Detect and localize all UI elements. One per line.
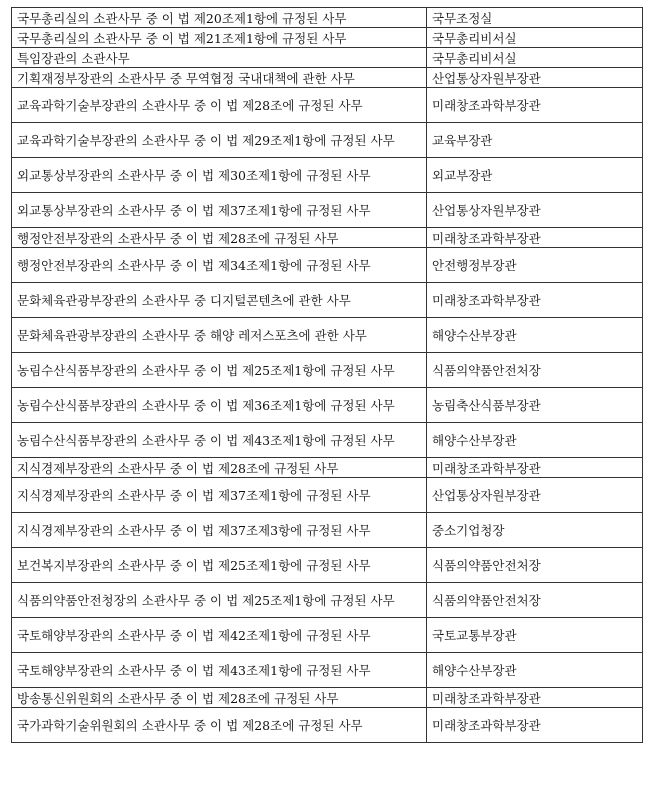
table-row bbox=[12, 228, 643, 248]
source-affairs-cell: 국가과학기술위원회의 소관사무 중 이 법 제28조에 규정된 사무 bbox=[12, 708, 427, 743]
table-row bbox=[12, 353, 643, 388]
successor-authority-cell: 외교부장관 bbox=[427, 158, 643, 193]
table-row bbox=[12, 583, 643, 618]
successor-authority-cell: 농림축산식품부장관 bbox=[427, 388, 643, 423]
table-row bbox=[12, 123, 643, 158]
source-affairs-cell: 행정안전부장관의 소관사무 중 이 법 제28조에 규정된 사무 bbox=[12, 228, 427, 248]
table-row bbox=[12, 708, 643, 743]
table-row bbox=[12, 318, 643, 353]
table-row bbox=[12, 653, 643, 688]
successor-authority-cell: 산업통상자원부장관 bbox=[427, 478, 643, 513]
successor-authority-cell: 중소기업청장 bbox=[427, 513, 643, 548]
source-affairs-cell: 지식경제부장관의 소관사무 중 이 법 제37조제3항에 규정된 사무 bbox=[12, 513, 427, 548]
table-row bbox=[12, 548, 643, 583]
successor-authority-cell: 국토교통부장관 bbox=[427, 618, 643, 653]
table-row bbox=[12, 48, 643, 68]
source-affairs-cell: 행정안전부장관의 소관사무 중 이 법 제34조제1항에 규정된 사무 bbox=[12, 248, 427, 283]
successor-authority-cell: 산업통상자원부장관 bbox=[427, 193, 643, 228]
source-affairs-cell: 지식경제부장관의 소관사무 중 이 법 제37조제1항에 규정된 사무 bbox=[12, 478, 427, 513]
source-affairs-cell: 식품의약품안전청장의 소관사무 중 이 법 제25조제1항에 규정된 사무 bbox=[12, 583, 427, 618]
source-affairs-cell: 농림수산식품부장관의 소관사무 중 이 법 제36조제1항에 규정된 사무 bbox=[12, 388, 427, 423]
source-affairs-cell: 지식경제부장관의 소관사무 중 이 법 제28조에 규정된 사무 bbox=[12, 458, 427, 478]
table-row bbox=[12, 68, 643, 88]
table-row bbox=[12, 478, 643, 513]
source-affairs-cell: 외교통상부장관의 소관사무 중 이 법 제30조제1항에 규정된 사무 bbox=[12, 158, 427, 193]
successor-authority-cell: 교육부장관 bbox=[427, 123, 643, 158]
source-affairs-cell: 농림수산식품부장관의 소관사무 중 이 법 제25조제1항에 규정된 사무 bbox=[12, 353, 427, 388]
table-row bbox=[12, 193, 643, 228]
successor-authority-cell: 국무총리비서실 bbox=[427, 48, 643, 68]
source-affairs-cell: 국무총리실의 소관사무 중 이 법 제20조제1항에 규정된 사무 bbox=[12, 8, 427, 28]
table-row bbox=[12, 158, 643, 193]
table-body bbox=[12, 8, 643, 743]
table-row bbox=[12, 423, 643, 458]
table-row bbox=[12, 88, 643, 123]
source-affairs-cell: 문화체육관광부장관의 소관사무 중 디지털콘텐츠에 관한 사무 bbox=[12, 283, 427, 318]
source-affairs-cell: 문화체육관광부장관의 소관사무 중 해양 레저스포츠에 관한 사무 bbox=[12, 318, 427, 353]
successor-authority-cell: 식품의약품안전처장 bbox=[427, 548, 643, 583]
successor-authority-cell: 미래창조과학부장관 bbox=[427, 228, 643, 248]
successor-authority-cell: 미래창조과학부장관 bbox=[427, 458, 643, 478]
source-affairs-cell: 국무총리실의 소관사무 중 이 법 제21조제1항에 규정된 사무 bbox=[12, 28, 427, 48]
table-row bbox=[12, 283, 643, 318]
source-affairs-cell: 국토해양부장관의 소관사무 중 이 법 제42조제1항에 규정된 사무 bbox=[12, 618, 427, 653]
source-affairs-cell: 교육과학기술부장관의 소관사무 중 이 법 제29조제1항에 규정된 사무 bbox=[12, 123, 427, 158]
table-row bbox=[12, 688, 643, 708]
successor-authority-cell: 해양수산부장관 bbox=[427, 423, 643, 458]
table-row bbox=[12, 618, 643, 653]
ministry-transfer-table bbox=[11, 7, 643, 743]
successor-authority-cell: 미래창조과학부장관 bbox=[427, 688, 643, 708]
successor-authority-cell: 산업통상자원부장관 bbox=[427, 68, 643, 88]
successor-authority-cell: 해양수산부장관 bbox=[427, 653, 643, 688]
table-row bbox=[12, 248, 643, 283]
successor-authority-cell: 국무조정실 bbox=[427, 8, 643, 28]
source-affairs-cell: 농림수산식품부장관의 소관사무 중 이 법 제43조제1항에 규정된 사무 bbox=[12, 423, 427, 458]
source-affairs-cell: 특임장관의 소관사무 bbox=[12, 48, 427, 68]
ministry-transfer-table-sheet bbox=[11, 7, 643, 743]
successor-authority-cell: 식품의약품안전처장 bbox=[427, 583, 643, 618]
table-row bbox=[12, 388, 643, 423]
successor-authority-cell: 국무총리비서실 bbox=[427, 28, 643, 48]
table-row bbox=[12, 8, 643, 28]
successor-authority-cell: 미래창조과학부장관 bbox=[427, 283, 643, 318]
successor-authority-cell: 미래창조과학부장관 bbox=[427, 708, 643, 743]
successor-authority-cell: 식품의약품안전처장 bbox=[427, 353, 643, 388]
source-affairs-cell: 교육과학기술부장관의 소관사무 중 이 법 제28조에 규정된 사무 bbox=[12, 88, 427, 123]
source-affairs-cell: 외교통상부장관의 소관사무 중 이 법 제37조제1항에 규정된 사무 bbox=[12, 193, 427, 228]
table-row bbox=[12, 458, 643, 478]
successor-authority-cell: 안전행정부장관 bbox=[427, 248, 643, 283]
source-affairs-cell: 기획재정부장관의 소관사무 중 무역협정 국내대책에 관한 사무 bbox=[12, 68, 427, 88]
source-affairs-cell: 국토해양부장관의 소관사무 중 이 법 제43조제1항에 규정된 사무 bbox=[12, 653, 427, 688]
table-row bbox=[12, 28, 643, 48]
table-row bbox=[12, 513, 643, 548]
successor-authority-cell: 미래창조과학부장관 bbox=[427, 88, 643, 123]
source-affairs-cell: 보건복지부장관의 소관사무 중 이 법 제25조제1항에 규정된 사무 bbox=[12, 548, 427, 583]
source-affairs-cell: 방송통신위원회의 소관사무 중 이 법 제28조에 규정된 사무 bbox=[12, 688, 427, 708]
successor-authority-cell: 해양수산부장관 bbox=[427, 318, 643, 353]
